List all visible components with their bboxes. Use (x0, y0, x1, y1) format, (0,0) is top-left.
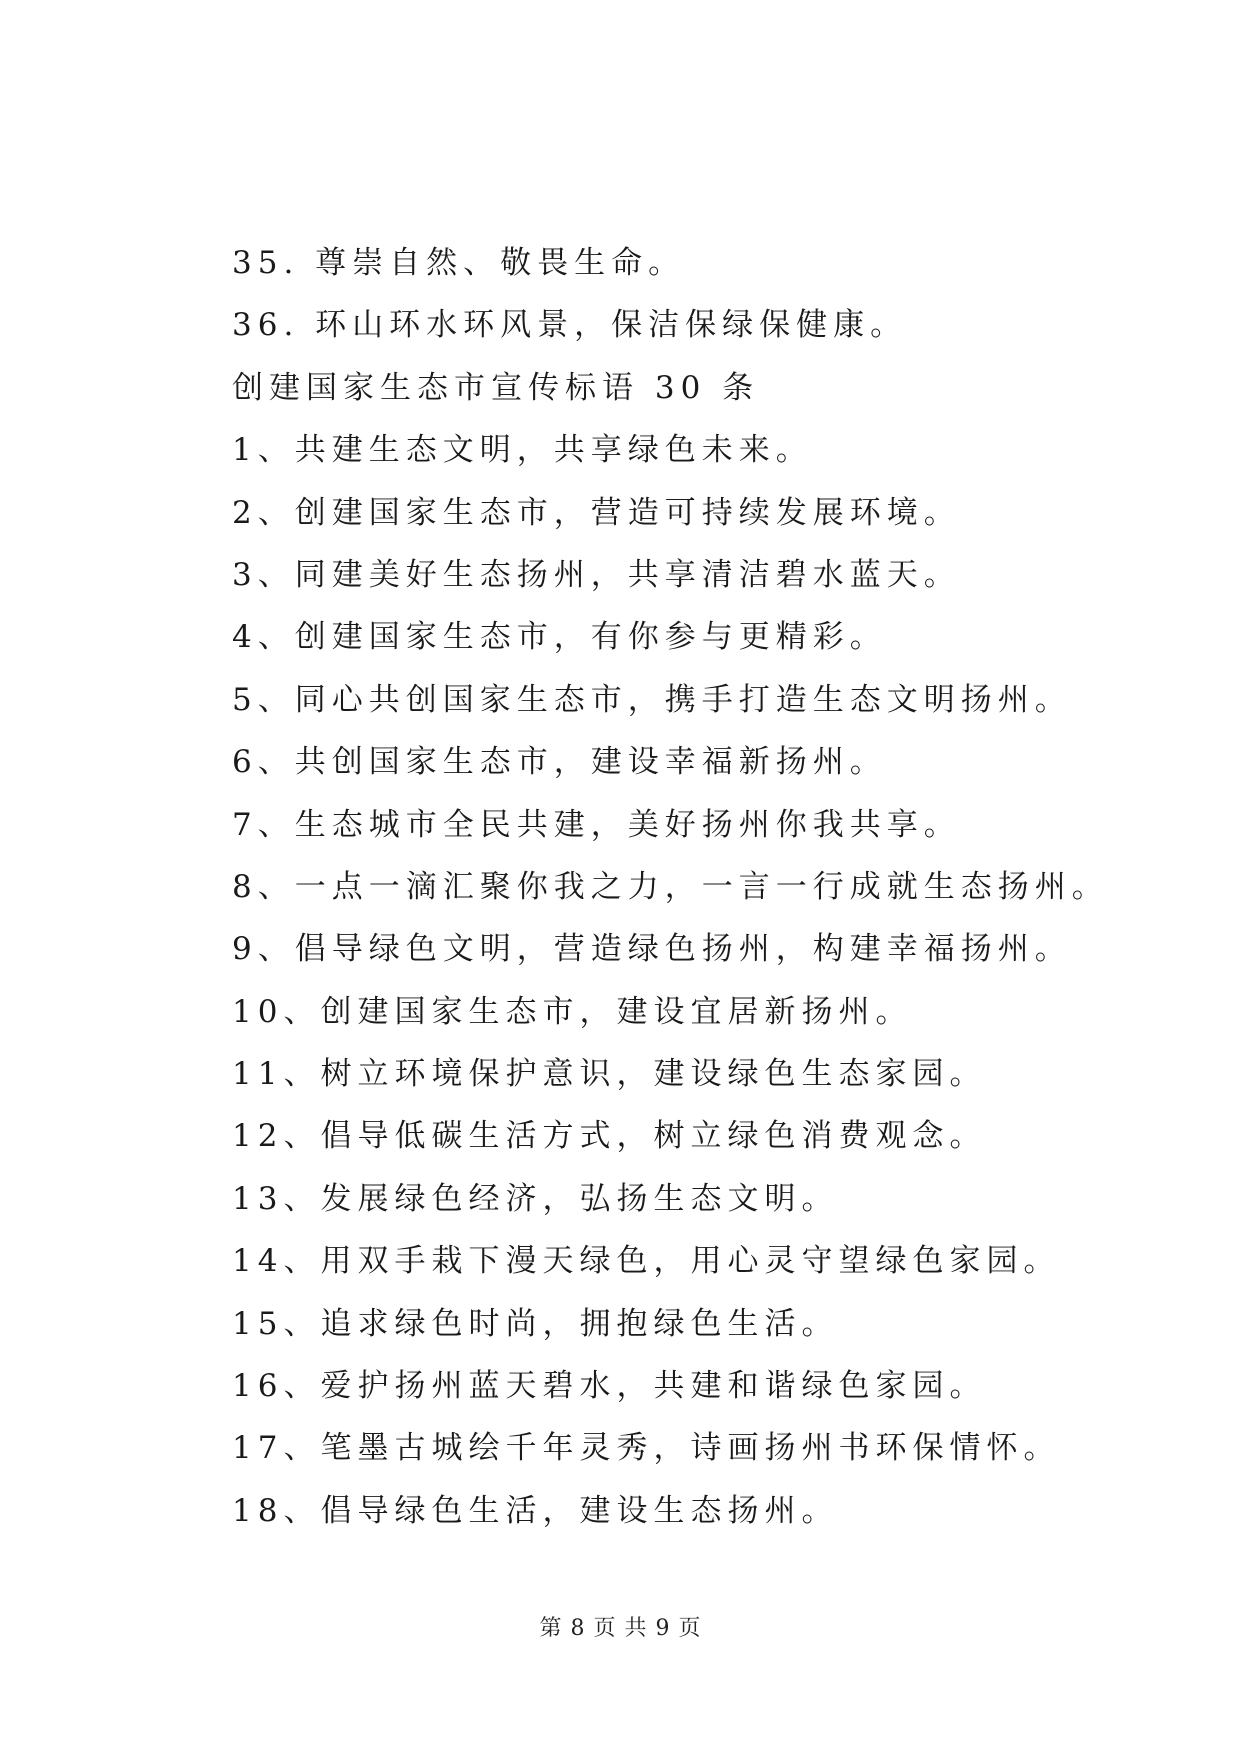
document-body (232, 232, 1132, 1542)
list-item: 8、一点一滴汇聚你我之力，一言一行成就生态扬州。 (232, 868, 1109, 905)
list-item: 10、创建国家生态市，建设宜居新扬州。 (232, 993, 913, 1030)
list-item: 17、笔墨古城绘千年灵秀，诗画扬州书环保情怀。 (232, 1430, 1061, 1467)
page-footer: 第 8 页 共 9 页 (539, 1616, 702, 1641)
list-item: 16、爱护扬州蓝天碧水，共建和谐绿色家园。 (232, 1368, 987, 1405)
list-item: 9、倡导绿色文明，营造绿色扬州，构建幸福扬州。 (232, 931, 1072, 968)
list-item: 15、追求绿色时尚，拥抱绿色生活。 (232, 1305, 839, 1342)
list-item: 14、用双手栽下漫天绿色，用心灵守望绿色家园。 (232, 1243, 1061, 1280)
list-item: 13、发展绿色经济，弘扬生态文明。 (232, 1180, 839, 1217)
list-item: 1、共建生态文明，共享绿色未来。 (232, 432, 813, 469)
list-item: 6、共创国家生态市，建设幸福新扬州。 (232, 744, 887, 781)
list-item: 12、倡导低碳生活方式，树立绿色消费观念。 (232, 1118, 987, 1155)
text-line: 35. 尊崇自然、敬畏生命。 (232, 245, 686, 281)
list-item: 2、创建国家生态市，营造可持续发展环境。 (232, 494, 961, 531)
list-item: 7、生态城市全民共建，美好扬州你我共享。 (232, 806, 961, 843)
text-line: 36. 环山环水环风景，保洁保绿保健康。 (232, 307, 908, 344)
list-item: 4、创建国家生态市，有你参与更精彩。 (232, 619, 887, 656)
list-item: 3、同建美好生态扬州，共享清洁碧水蓝天。 (232, 556, 961, 593)
list-item: 5、同心共创国家生态市，携手打造生态文明扬州。 (232, 681, 1072, 718)
list-item: 11、树立环境保护意识，建设绿色生态家园。 (232, 1056, 987, 1093)
section-heading: 创建国家生态市宣传标语 30 条 (232, 369, 760, 406)
list-item: 18、倡导绿色生活，建设生态扬州。 (232, 1492, 839, 1529)
